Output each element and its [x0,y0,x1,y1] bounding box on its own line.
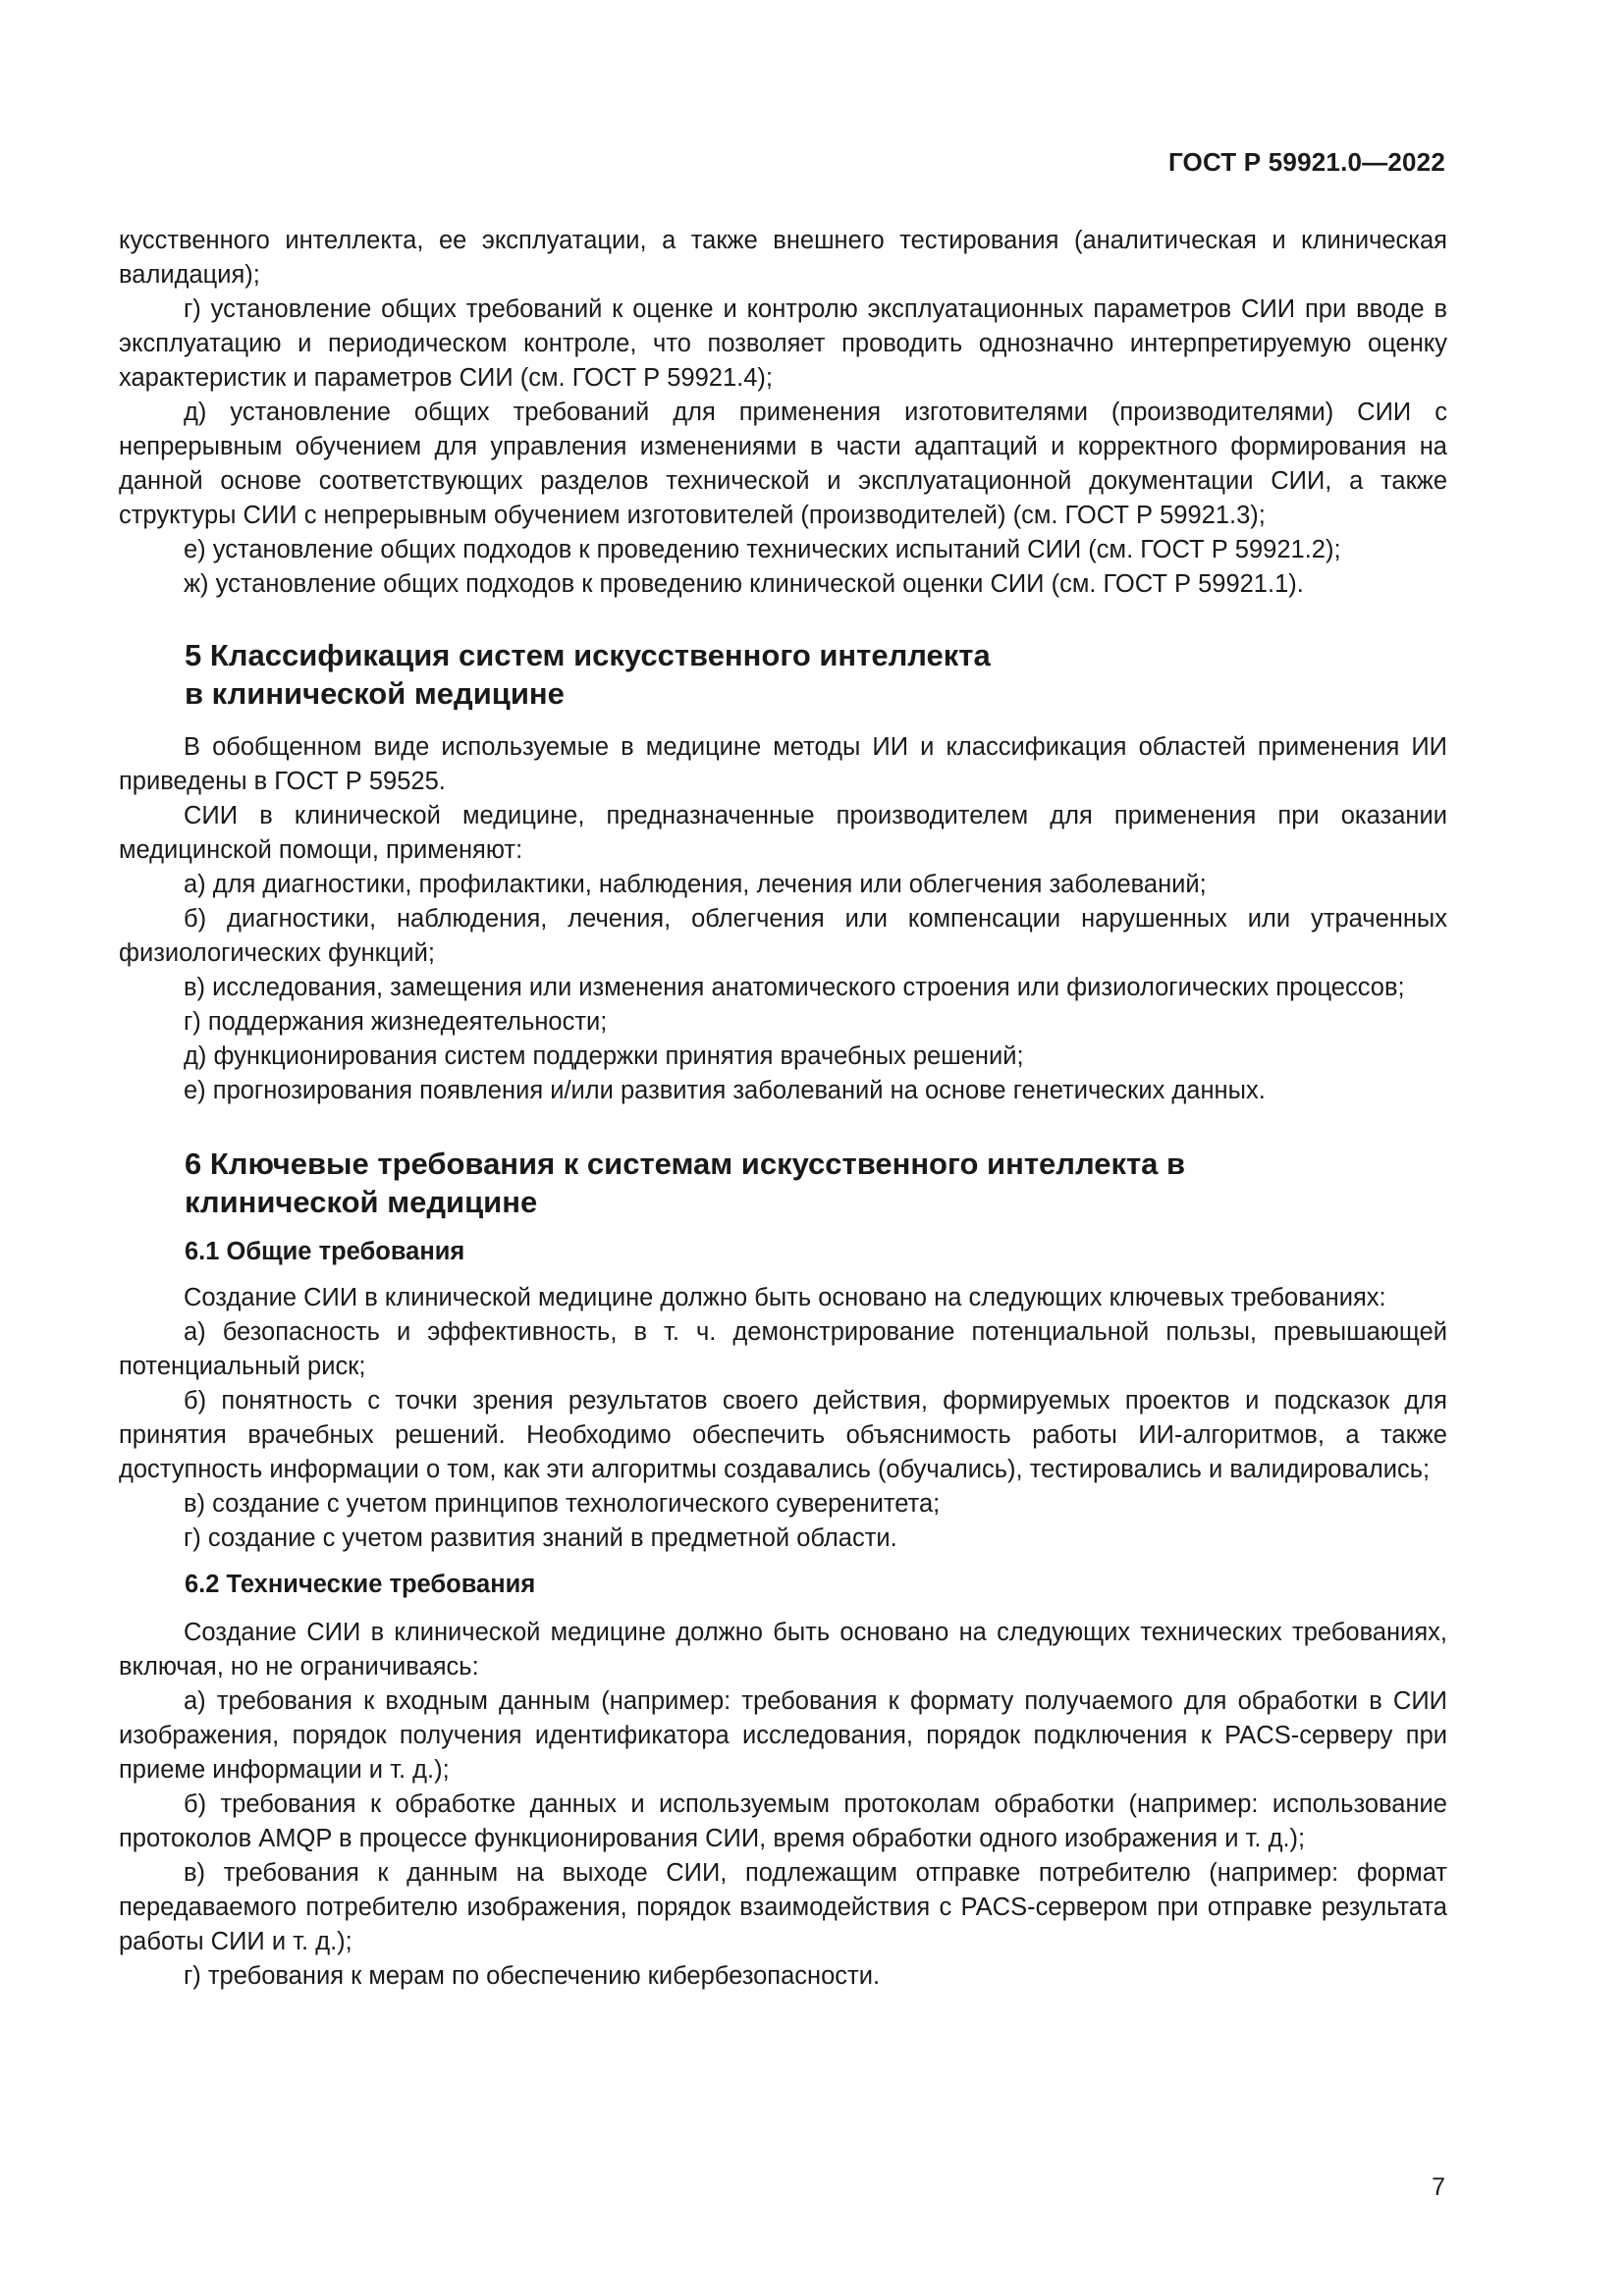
list-item: г) создание с учетом развития знаний в предметной области. [184,1524,897,1552]
list-item: ж) установление общих подходов к проведению клинической оценки СИИ (см. ГОСТ Р 59921.1). [184,570,1304,598]
subsection-6-1-heading: 6.1 Общие требования [185,1238,465,1265]
section-6-title-line-2: клинической медицине [185,1185,538,1219]
list-item: г) требования к мерам по обеспечению кибербезопасности. [184,1962,881,1990]
subsection-6-2-heading: 6.2 Технические требования [185,1571,536,1598]
section-5-title-line-1: 5 Классификация систем искусственного интеллекта [185,638,991,672]
list-item: б) понятность с точки зрения результатов своего действия, формируемых проектов и подсказок для принятия врачебных решений. Необходимо обеспечить объяснимость работы ИИ-алгоритмов, а также доступность информации о том, как эти алгоритмы создавались (обучались), тестировались и валидировались; [119,1387,1447,1483]
paragraph: Создание СИИ в клинической медицине должно быть основано на следующих ключевых требованиях: [184,1284,1386,1311]
list-item: а) безопасность и эффективность, в т. ч. демонстрирование потенциальной пользы, превышающей потенциальный риск; [119,1318,1447,1380]
list-item: б) требования к обработке данных и используемым протоколам обработки (например: использование протоколов AMQP в процессе функционирования СИИ, время обработки одного изображения и т. д.); [119,1790,1447,1852]
list-item: г) поддержания жизнедеятельности; [184,1008,608,1036]
section-5-title-line-2: в клинической медицине [185,676,565,711]
list-item: е) установление общих подходов к проведению технических испытаний СИИ (см. ГОСТ Р 59921.2); [184,536,1341,563]
section-5-heading [119,636,1447,713]
list-item: в) требования к данным на выходе СИИ, подлежащим отправке потребителю (например: формат передаваемого потребителю изображения, порядок взаимодействия с PACS-сервером при отправке результата работы СИИ и т. д.); [119,1859,1447,1955]
list-item: б) диагностики, наблюдения, лечения, облегчения или компенсации нарушенных или утраченных физиологических функций; [119,905,1447,967]
paragraph: СИИ в клинической медицине, предназначенные производителем для применения при оказании медицинской помощи, применяют: [119,802,1447,864]
paragraph: В обобщенном виде используемые в медицине методы ИИ и классификация областей применения ИИ приведены в ГОСТ Р 59525. [119,733,1447,795]
list-item: г) установление общих требований к оценке и контролю эксплуатационных параметров СИИ при вводе в эксплуатацию и периодическом контроле, что позволяет проводить однозначно интерпретируемую оценку характеристик и параметров СИИ (см. ГОСТ Р 59921.4); [119,295,1447,392]
list-item: а) требования к входным данным (например: требования к формату получаемого для обработки в СИИ изображения, порядок получения идентификатора исследования, порядок подключения к PACS-серверу при приеме информации и т. д.); [119,1687,1447,1784]
list-item: е) прогнозирования появления и/или развития заболеваний на основе генетических данных. [184,1077,1266,1104]
list-item: д) установление общих требований для применения изготовителями (производителями) СИИ с непрерывным обучением для управления изменениями в части адаптаций и корректного формирования на данной основе соответствующих разделов технической и эксплуатационной документации СИИ, а также структуры СИИ с непрерывным обучением изготовителей (производителей) (см. ГОСТ Р 59921.3); [119,399,1447,529]
list-item: д) функционирования систем поддержки принятия врачебных решений; [184,1042,1024,1070]
section-6-heading [119,1145,1447,1221]
section-6-title-line-1: 6 Ключевые требования к системам искусственного интеллекта в [185,1147,1186,1181]
list-item: в) исследования, замещения или изменения анатомического строения или физиологических процессов; [184,974,1405,1001]
paragraph: кусственного интеллекта, ее эксплуатации, а также внешнего тестирования (аналитическая и клиническая валидация); [119,227,1447,289]
paragraph: Создание СИИ в клинической медицине должно быть основано на следующих технических требованиях, включая, но не ограничиваясь: [119,1619,1447,1681]
page-content [119,224,1447,1994]
list-item: в) создание с учетом принципов технологического суверенитета; [184,1490,941,1518]
list-item: а) для диагностики, профилактики, наблюдения, лечения или облегчения заболеваний; [184,871,1207,898]
page-number: 7 [1432,2173,1445,2201]
document-code-header: ГОСТ Р 59921.0—2022 [1167,147,1445,177]
